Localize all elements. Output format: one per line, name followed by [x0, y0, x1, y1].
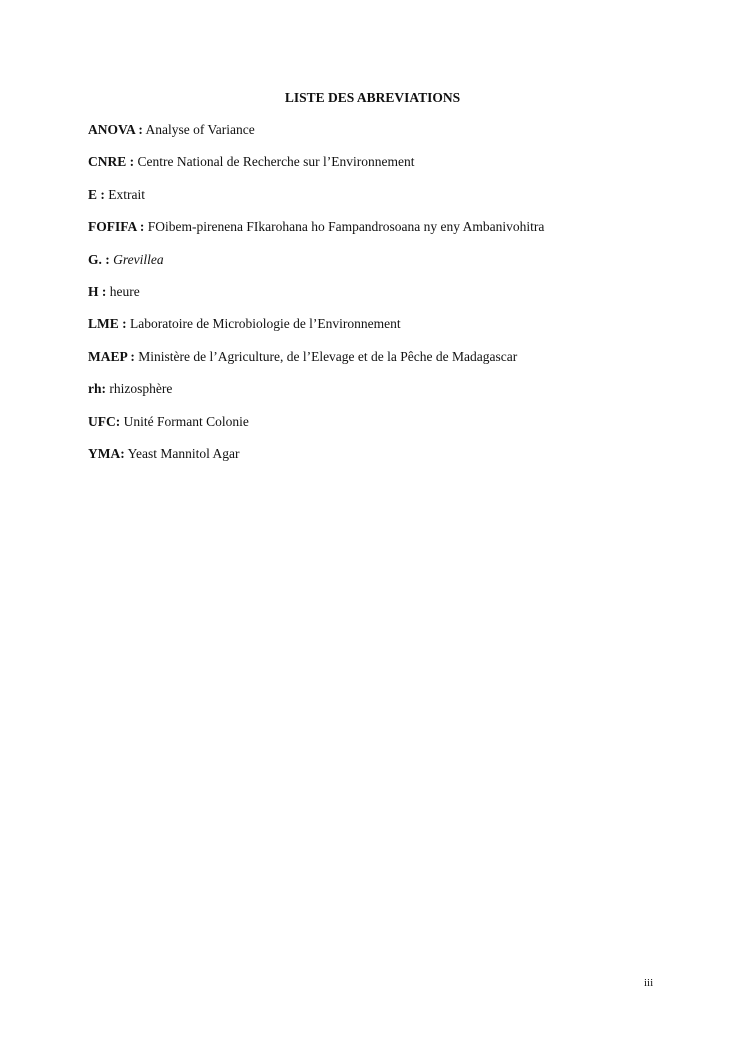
abbreviation-term: ANOVA : [88, 122, 143, 137]
abbreviation-term: CNRE : [88, 154, 135, 170]
abbreviation-definition: Yeast Mannitol Agar [127, 445, 240, 461]
abbreviation-definition: Laboratoire de Microbiologie de l’Environnement [130, 316, 401, 332]
abbreviation-definition: Centre National de Recherche sur l’Environnement [137, 154, 415, 170]
page-number: iii [644, 977, 654, 989]
abbreviation-definition: FOibem-pirenena FIkarohana ho Fampandrosoana ny eny Ambanivohitra [147, 219, 545, 235]
abbreviation-term: rh: [88, 381, 106, 397]
abbreviation-definition: rhizosphère [109, 381, 173, 397]
abbreviation-entry [88, 251, 688, 283]
abbreviation-entry [88, 283, 688, 315]
abbreviation-term: UFC: [88, 413, 121, 429]
abbreviation-entry [88, 315, 688, 347]
abbreviation-definition: Ministère de l’Agriculture, de l’Elevage et de la Pêche de Madagascar [138, 348, 518, 364]
abbreviation-entry [88, 445, 688, 477]
abbreviation-term: G. : [88, 251, 110, 267]
abbreviation-entry [88, 218, 688, 250]
abbreviation-entry [88, 348, 688, 380]
abbreviation-entry [88, 153, 688, 185]
abbreviation-term: E : [88, 186, 105, 202]
abbreviation-term: H : [88, 283, 107, 299]
abbreviation-term: YMA: [88, 445, 125, 461]
abbreviation-list [88, 121, 688, 477]
abbreviation-definition: heure [109, 283, 140, 299]
abbreviation-entry [88, 413, 688, 445]
abbreviation-definition: Unité Formant Colonie [123, 413, 249, 429]
abbreviation-term: FOFIFA : [88, 219, 145, 235]
abbreviation-entry [88, 186, 688, 218]
abbreviation-definition: Grevillea [113, 251, 164, 267]
abbreviation-term: MAEP : [88, 348, 135, 364]
abbreviation-definition: Extrait [108, 186, 145, 202]
page-title: LISTE DES ABREVIATIONS [284, 90, 461, 105]
abbreviation-entry [88, 121, 688, 153]
abbreviation-entry [88, 380, 688, 412]
abbreviation-definition: Analyse of Variance [145, 122, 255, 137]
abbreviation-term: LME : [88, 316, 127, 332]
